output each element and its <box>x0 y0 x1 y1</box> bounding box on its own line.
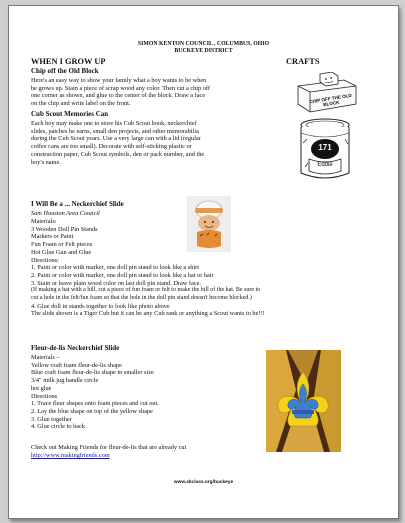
check-out-text: Check out Making Friends for fleur-de-lis that are already cut <box>31 444 187 451</box>
chip-title: Chip off the Old Block <box>31 67 99 75</box>
fleur-title: Fleur-de-lis Neckerchief Slide <box>31 344 120 352</box>
section-label: CRAFTS <box>286 57 320 66</box>
memories-title: Cub Scout Memories Can <box>31 110 109 118</box>
fleur-de-lis-slide-photo <box>266 350 341 452</box>
page-title: WHEN I GROW UP <box>31 57 106 66</box>
memories-body: Each boy may make one to store his Cub Scout book, neckerchief slides, patches he earns, small den projects, and other memorabilia during the Cub Scout years. Use a very large can with a lid (regular coffee cans are too small). Decorate with self-sticking plastic or construction paper, Cub Scout symbols, den or pack number, and the boy's name. <box>31 120 205 166</box>
document-page <box>8 5 399 519</box>
district-name: BUCKEYE DISTRICT <box>174 48 233 54</box>
can-name: Eddie <box>317 162 333 168</box>
doll-pin-slide-photo <box>187 196 231 252</box>
can-number: 171 <box>318 143 332 152</box>
block-label: CHIP OFF THE OLD BLOCK <box>309 92 353 108</box>
org-name: SIMON KENTON COUNCIL , COLUMBUS, OHIO <box>137 41 270 47</box>
making-friends-link[interactable]: http://www.makingfriends.com <box>31 452 110 459</box>
slide-source: Sam Houston Area Council <box>31 210 100 217</box>
slide-instructions: Materials: 3 Wooden Doll Pin Stands Markers or Paint Fun Foam or Felt pieces Hot Glue Gun and Glue Directions: 1. Paint or color with marker, one doll pin stand to look like a shirt 2. Paint or color with marker, one doll pin stand to look like a hat or hair 3. Stain or leave plain wood color on last doll pin stand. Draw face. (If making a hat with a bill, cut a piece of fun foam or felt to make the bill of the hat. Be sure to cut a hole in the felt/fun foam so that the hole in the doll pin stand doesn't become blocked.) 4. Glue doll in stands together to look like photo above The slide shown is a Tiger Cub but it can be any Cub rank or anything a Scout wants to be!!! <box>31 218 265 318</box>
chip-body: Here's an easy way to show your family what a boy wants to be when he grows up. Stain a piece of scrap wood any color. Then cut a chip off one corner as shown, and glue to the center of the block. Draw a face on the chip and write label on the front. <box>31 77 211 108</box>
footer-url: www.skclass.org/buckeye <box>173 480 234 485</box>
fleur-instructions: Materials – Yellow craft foam fleur-de-lis shape Blue craft foam fleur-de-lis shape in smaller size 3/4" milk jug handle circle hot glue Directions 1. Trace fleur shapes onto foam pieces and cut out. 2. Lay the blue shape on top of the yellow shape 3. Glue together 4. Glue circle to back <box>31 354 159 431</box>
slide-title: I Will Be a ... Neckerchief Slide <box>31 200 124 208</box>
